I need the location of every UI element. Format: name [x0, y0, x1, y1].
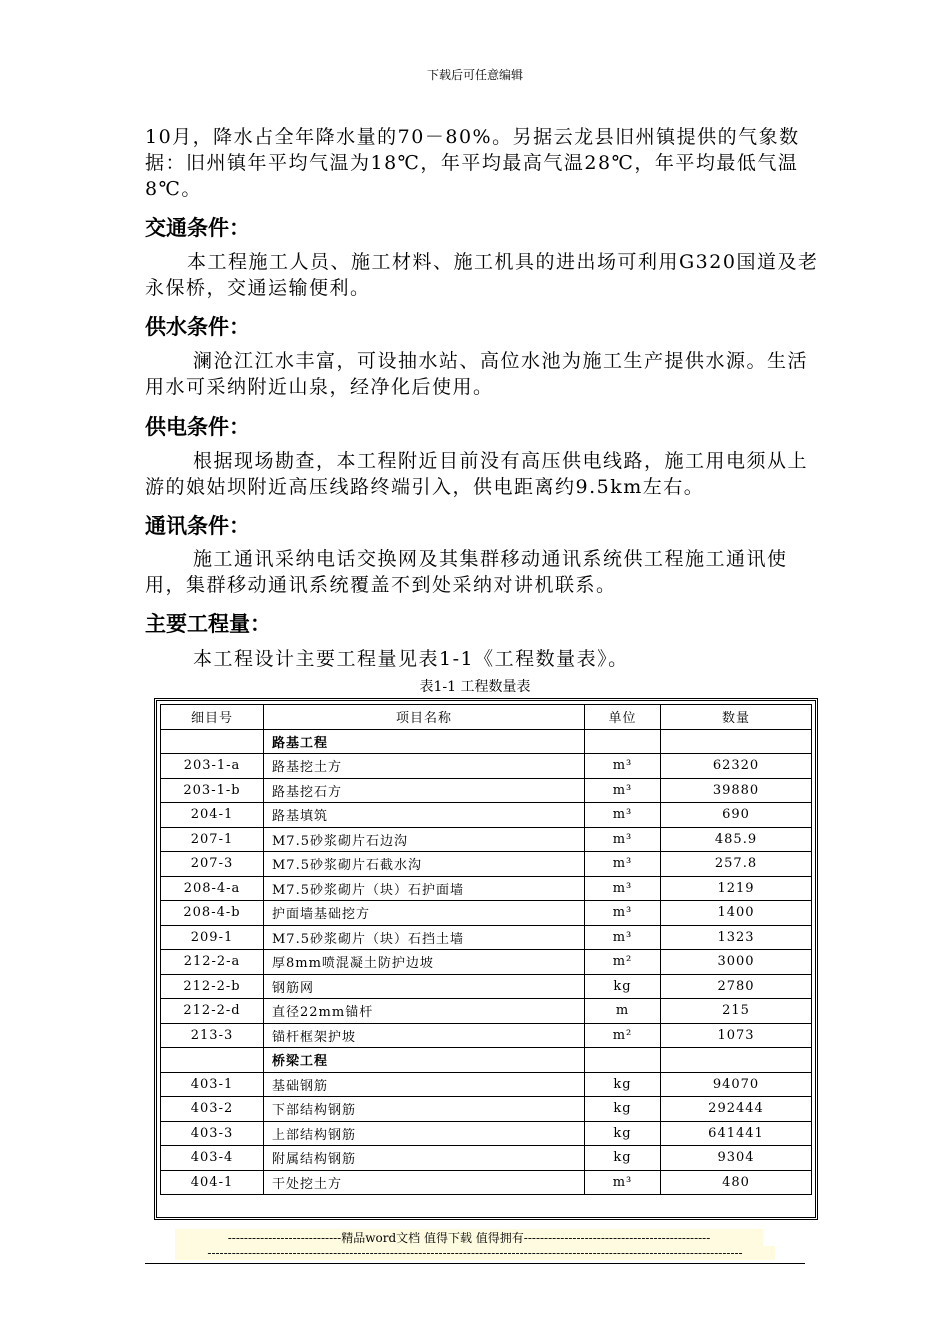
- heading-power: 供电条件：: [145, 415, 250, 439]
- cell-quantity: 3000: [661, 950, 812, 975]
- traffic-paragraph: 本工程施工人员、施工材料、施工机具的进出场可利用G320国道及老永保桥，交通运输便利。: [145, 251, 819, 299]
- header-unit: 单位: [585, 705, 661, 730]
- cell-quantity: 1400: [661, 901, 812, 926]
- table-row: [161, 1170, 812, 1195]
- cell-code: 203-1-a: [161, 754, 264, 779]
- table-row: [161, 754, 812, 779]
- cell-quantity: 257.8: [661, 852, 812, 877]
- table-row: [161, 803, 812, 828]
- cell-unit: m³: [585, 803, 661, 828]
- section-code-cell: [161, 729, 264, 754]
- cell-code: 203-1-b: [161, 778, 264, 803]
- section-unit-cell: [585, 729, 661, 754]
- cell-unit: kg: [585, 1072, 661, 1097]
- table-row: [161, 1023, 812, 1048]
- cell-quantity: 1323: [661, 925, 812, 950]
- table-row: [161, 852, 812, 877]
- cell-quantity: 485.9: [661, 827, 812, 852]
- quantities-paragraph: 本工程设计主要工程量见表1-1《工程数量表》。: [193, 648, 629, 670]
- cell-quantity: 1219: [661, 876, 812, 901]
- comms-paragraph: 施工通讯采纳电话交换网及其集群移动通讯系统供工程施工通讯使用，集群移动通讯系统覆盖不到处采纳对讲机联系。: [145, 548, 788, 596]
- cell-item: 路基填筑: [264, 803, 585, 828]
- table-row: [161, 1072, 812, 1097]
- cell-item: 基础钢筋: [264, 1072, 585, 1097]
- cell-item: M7.5砂浆砌片（块）石挡土墙: [264, 925, 585, 950]
- section-row: [161, 729, 812, 754]
- header-item: 项目名称: [264, 705, 585, 730]
- cell-unit: m: [585, 999, 661, 1024]
- cell-quantity: 39880: [661, 778, 812, 803]
- water-paragraph: 澜沧江江水丰富，可设抽水站、高位水池为施工生产提供水源。生活用水可采纳附近山泉，经净化后使用。: [145, 350, 809, 398]
- cell-code: 403-4: [161, 1146, 264, 1171]
- cell-quantity: 62320: [661, 754, 812, 779]
- table-row: [161, 974, 812, 999]
- heading-comms: 通讯条件：: [145, 514, 250, 538]
- intro-paragraph: 10月，降水占全年降水量的70－80%。另据云龙县旧州镇提供的气象数据：旧州镇年平均气温为18℃，年平均最高气温28℃，年平均最低气温8℃。: [145, 126, 800, 200]
- cell-unit: m³: [585, 901, 661, 926]
- cell-item: 路基挖石方: [264, 778, 585, 803]
- table-row: [161, 1097, 812, 1122]
- cell-code: 403-1: [161, 1072, 264, 1097]
- table-row: [161, 950, 812, 975]
- section-unit-cell: [585, 1048, 661, 1073]
- header-code: 细目号: [161, 705, 264, 730]
- cell-code: 207-1: [161, 827, 264, 852]
- cell-item: 干处挖土方: [264, 1170, 585, 1195]
- footer-dashes: ------------------------------------------------------------------------------------------------------------------------------------: [175, 1246, 775, 1260]
- cell-code: 204-1: [161, 803, 264, 828]
- cell-code: 213-3: [161, 1023, 264, 1048]
- cell-item: 路基挖土方: [264, 754, 585, 779]
- cell-quantity: 292444: [661, 1097, 812, 1122]
- table-row: [161, 827, 812, 852]
- cell-quantity: 9304: [661, 1146, 812, 1171]
- table-row: [161, 901, 812, 926]
- cell-item: 上部结构钢筋: [264, 1121, 585, 1146]
- cell-item: 锚杆框架护坡: [264, 1023, 585, 1048]
- heading-traffic: 交通条件：: [145, 216, 250, 240]
- cell-unit: m²: [585, 950, 661, 975]
- quantity-table: [160, 704, 812, 1195]
- heading-quantities: 主要工程量：: [145, 612, 271, 636]
- table-row: [161, 778, 812, 803]
- table-row: [161, 876, 812, 901]
- section-name: 路基工程: [264, 729, 585, 754]
- cell-quantity: 480: [661, 1170, 812, 1195]
- cell-code: 208-4-b: [161, 901, 264, 926]
- cell-code: 212-2-d: [161, 999, 264, 1024]
- header-quantity: 数量: [661, 705, 812, 730]
- cell-item: 附属结构钢筋: [264, 1146, 585, 1171]
- table-row: [161, 1121, 812, 1146]
- cell-item: M7.5砂浆砌片石截水沟: [264, 852, 585, 877]
- heading-water: 供水条件：: [145, 315, 250, 339]
- section-code-cell: [161, 1048, 264, 1073]
- cell-quantity: 2780: [661, 974, 812, 999]
- cell-quantity: 690: [661, 803, 812, 828]
- footer-banner: ----------------------------精品word文档 值得下载 值得拥有----------------------------------------------: [175, 1229, 763, 1246]
- footer-rule: [145, 1263, 805, 1264]
- cell-code: 403-3: [161, 1121, 264, 1146]
- cell-quantity: 1073: [661, 1023, 812, 1048]
- cell-quantity: 94070: [661, 1072, 812, 1097]
- table-header-row: [161, 705, 812, 730]
- cell-unit: m³: [585, 852, 661, 877]
- cell-unit: kg: [585, 974, 661, 999]
- cell-unit: m²: [585, 1023, 661, 1048]
- cell-code: 404-1: [161, 1170, 264, 1195]
- section-qty-cell: [661, 1048, 812, 1073]
- page-header: 下载后可任意编辑: [426, 68, 523, 82]
- cell-item: 直径22mm锚杆: [264, 999, 585, 1024]
- cell-code: 403-2: [161, 1097, 264, 1122]
- table-row: [161, 925, 812, 950]
- cell-item: 厚8mm喷混凝土防护边坡: [264, 950, 585, 975]
- table-caption: 表1-1 工程数量表: [419, 679, 531, 695]
- cell-unit: m³: [585, 925, 661, 950]
- cell-item: M7.5砂浆砌片（块）石护面墙: [264, 876, 585, 901]
- cell-unit: kg: [585, 1121, 661, 1146]
- cell-code: 207-3: [161, 852, 264, 877]
- cell-unit: kg: [585, 1097, 661, 1122]
- cell-item: M7.5砂浆砌片石边沟: [264, 827, 585, 852]
- quantity-table-frame: [154, 698, 818, 1220]
- cell-code: 212-2-a: [161, 950, 264, 975]
- section-row: [161, 1048, 812, 1073]
- cell-item: 钢筋网: [264, 974, 585, 999]
- cell-code: 209-1: [161, 925, 264, 950]
- cell-code: 212-2-b: [161, 974, 264, 999]
- cell-item: 下部结构钢筋: [264, 1097, 585, 1122]
- power-paragraph: 根据现场勘查，本工程附近目前没有高压供电线路，施工用电须从上游的娘姑坝附近高压线路终端引入，供电距离约9.5km左右。: [145, 450, 809, 498]
- table-row: [161, 999, 812, 1024]
- cell-quantity: 641441: [661, 1121, 812, 1146]
- cell-unit: m³: [585, 754, 661, 779]
- cell-unit: m³: [585, 827, 661, 852]
- cell-unit: m³: [585, 778, 661, 803]
- section-name: 桥梁工程: [264, 1048, 585, 1073]
- cell-unit: m³: [585, 876, 661, 901]
- cell-item: 护面墙基础挖方: [264, 901, 585, 926]
- cell-code: 208-4-a: [161, 876, 264, 901]
- section-qty-cell: [661, 729, 812, 754]
- cell-quantity: 215: [661, 999, 812, 1024]
- cell-unit: m³: [585, 1170, 661, 1195]
- table-row: [161, 1146, 812, 1171]
- cell-unit: kg: [585, 1146, 661, 1171]
